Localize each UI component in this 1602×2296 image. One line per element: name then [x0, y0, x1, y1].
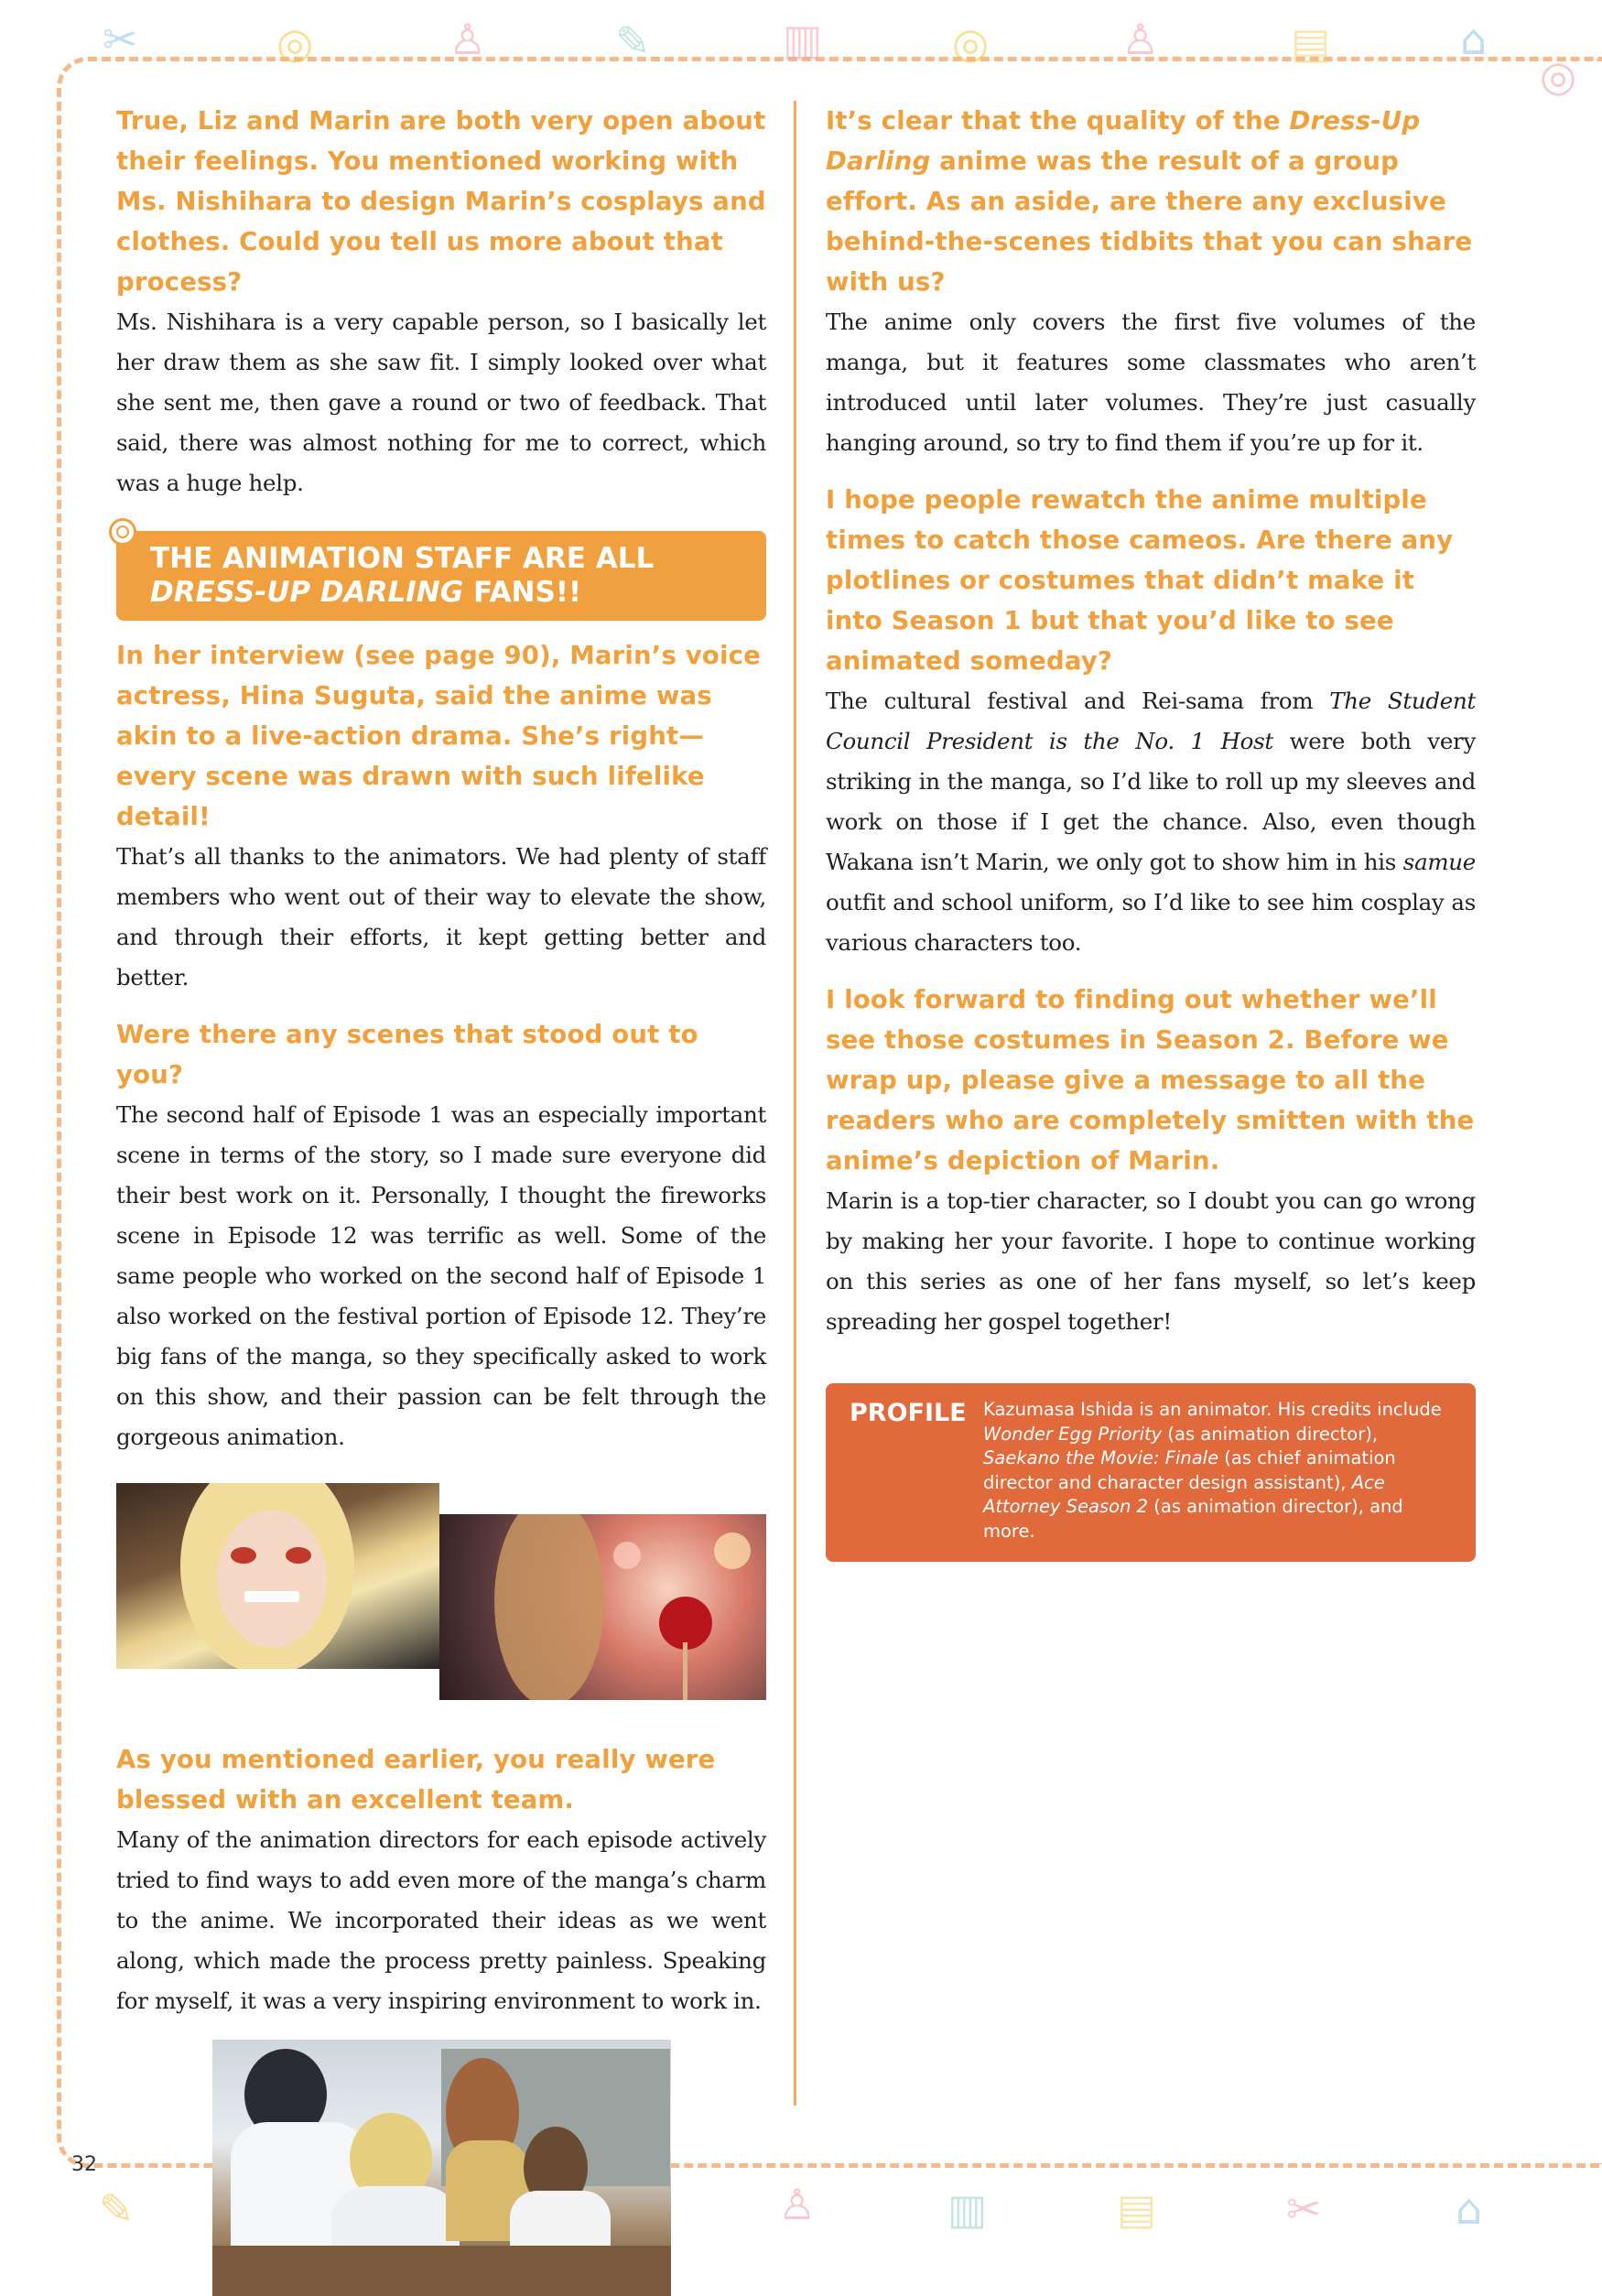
page-number: 32 — [71, 2153, 97, 2176]
mannequin-icon: ♙ — [1121, 15, 1160, 64]
answer: Ms. Nishihara is a very capable person, so I basically let her draw them as she saw fit. I simply looked over what she sent me, then gave a round or two of feedback. That said, there was almost nothing for me to correct, which was a huge help. — [116, 309, 766, 496]
sewing-machine-icon: ⌂ — [1456, 2184, 1483, 2234]
right-column — [826, 101, 1476, 1562]
section-title — [150, 542, 748, 610]
credit-title: Ace Attorney Season 2 — [983, 1471, 1385, 1517]
profile-label: PROFILE — [850, 1399, 967, 1427]
mannequin-icon: ♙ — [778, 2180, 817, 2229]
pin-icon: ✎ — [615, 16, 651, 66]
anime-screenshots — [116, 1483, 766, 1721]
section-bar — [116, 531, 766, 621]
button-icon: ◎ — [276, 18, 314, 68]
column-divider — [794, 101, 796, 2106]
question: Were there any scenes that stood out to you? — [116, 1020, 698, 1089]
answer: The anime only covers the first five volumes of the manga, but it features some classmates who aren’t introduced until later volumes. They’re just casually hanging around, so try to find them if you’re up for it. — [826, 309, 1476, 456]
scissors-icon: ✂ — [1286, 2184, 1322, 2234]
marin-screenshot — [116, 1483, 439, 1669]
mannequin-icon: ♙ — [449, 15, 487, 64]
section-title-italic: DRESS-UP DARLING — [150, 576, 464, 609]
answer: That’s all thanks to the animators. We had plenty of staff members who went out of their way to elevate the show, and through their efforts, it kept getting better and better. — [116, 843, 766, 991]
answer: Marin is a top-tier character, so I doubt you can go wrong by making her your favorite. I hope to continue working on this series as one of her fans myself, so let’s keep spreading her gospel together! — [826, 1187, 1476, 1335]
answer-text: outfit and school uniform, so I’d like to see him cosplay as various characters too. — [826, 889, 1476, 956]
question — [826, 101, 1476, 302]
answer: Many of the animation directors for each episode actively tried to find ways to add even more of the manga’s charm to the anime. We incorporated their ideas as we went along, which made the process pretty painless. Speaking for myself, it was a very inspiring environment to work in. — [116, 1826, 766, 2014]
question: I look forward to finding out whether we’ll see those costumes in Season 2. Before we wrap up, please give a message to all the readers who are completely smitten with the anime’s depiction of Marin. — [826, 985, 1475, 1175]
question: I hope people rewatch the anime multiple times to catch those cameos. Are there any plotlines or costumes that didn’t make it into Season 1 but that you’d like to see animated someday? — [826, 485, 1454, 676]
thread-spool-icon: ▥ — [947, 2184, 988, 2234]
question-text: anime was the result of a group effort. As an aside, are there any exclusive behind-the-scenes tidbits that you can share with us? — [826, 146, 1473, 297]
answer — [826, 681, 1476, 963]
button-icon: ◎ — [1540, 51, 1577, 101]
thread-spool-icon: ▥ — [783, 15, 823, 64]
profile-text-part: Kazumasa Ishida is an animator. His credits include — [983, 1399, 1442, 1420]
answer-text: were both very striking in the manga, so I’d like to roll up my sleeves and work on those if I get the chance. Also, even though Wakana isn’t Marin, we only got to show him in his — [826, 728, 1476, 875]
measuring-tape-icon: ▤ — [1117, 2184, 1157, 2234]
answer-text: The cultural festival and Rei-sama from — [826, 688, 1330, 714]
question: In her interview (see page 90), Marin’s voice actress, Hina Suguta, said the anime was akin to a live-action drama. She’s right—every scene was drawn with such lifelike detail! — [116, 641, 761, 831]
section-header — [116, 531, 766, 621]
section-title-end: FANS!! — [463, 576, 582, 609]
profile-text — [983, 1398, 1454, 1543]
credit-title: Wonder Egg Priority — [983, 1423, 1163, 1445]
answer: The second half of Episode 1 was an especially important scene in terms of the story, so I made sure everyone did their best work on it. Personally, I thought the fireworks scene in Episode 12 was terrific as well. Some of the same people who worked on the second half of Episode 1 also worked on the festival portion of Episode 12. They’re big fans of the manga, so they specifically asked to work on this show, and their passion can be felt through the gorgeous animation. — [116, 1101, 766, 1450]
pin-icon: ✎ — [99, 2184, 135, 2234]
button-icon: ◎ — [952, 18, 990, 68]
title-italic: Dress-Up Darling — [826, 106, 1421, 176]
question: True, Liz and Marin are both very open about their feelings. You mentioned working with Ms. Nishihara to design Marin’s cosplays and clothes. Could you tell us more about that process? — [116, 106, 766, 297]
fireworks-screenshot — [439, 1514, 766, 1700]
title-italic: The Student Council President is the No. 1 Host — [826, 688, 1476, 754]
credit-title: Saekano the Movie: Finale — [983, 1447, 1219, 1468]
question: As you mentioned earlier, you really were blessed with an excellent team. — [116, 1745, 716, 1814]
profile-box — [826, 1383, 1476, 1562]
section-title-line1: THE ANIMATION STAFF ARE ALL — [150, 542, 655, 575]
sewing-machine-icon: ⌂ — [1460, 15, 1488, 64]
question-text: It’s clear that the quality of the — [826, 106, 1290, 135]
measuring-tape-icon: ▤ — [1291, 18, 1331, 68]
left-column — [116, 101, 766, 2296]
button-icon — [109, 518, 136, 546]
profile-text-part: (as animation director), and more. — [983, 1496, 1403, 1542]
classroom-screenshot — [212, 2040, 671, 2296]
term-italic: samue — [1402, 849, 1476, 875]
profile-text-part: (as animation director), — [1162, 1423, 1379, 1445]
scissors-icon: ✂ — [103, 15, 138, 64]
profile-text-part: (as chief animation director and character design assistant), — [983, 1447, 1396, 1493]
